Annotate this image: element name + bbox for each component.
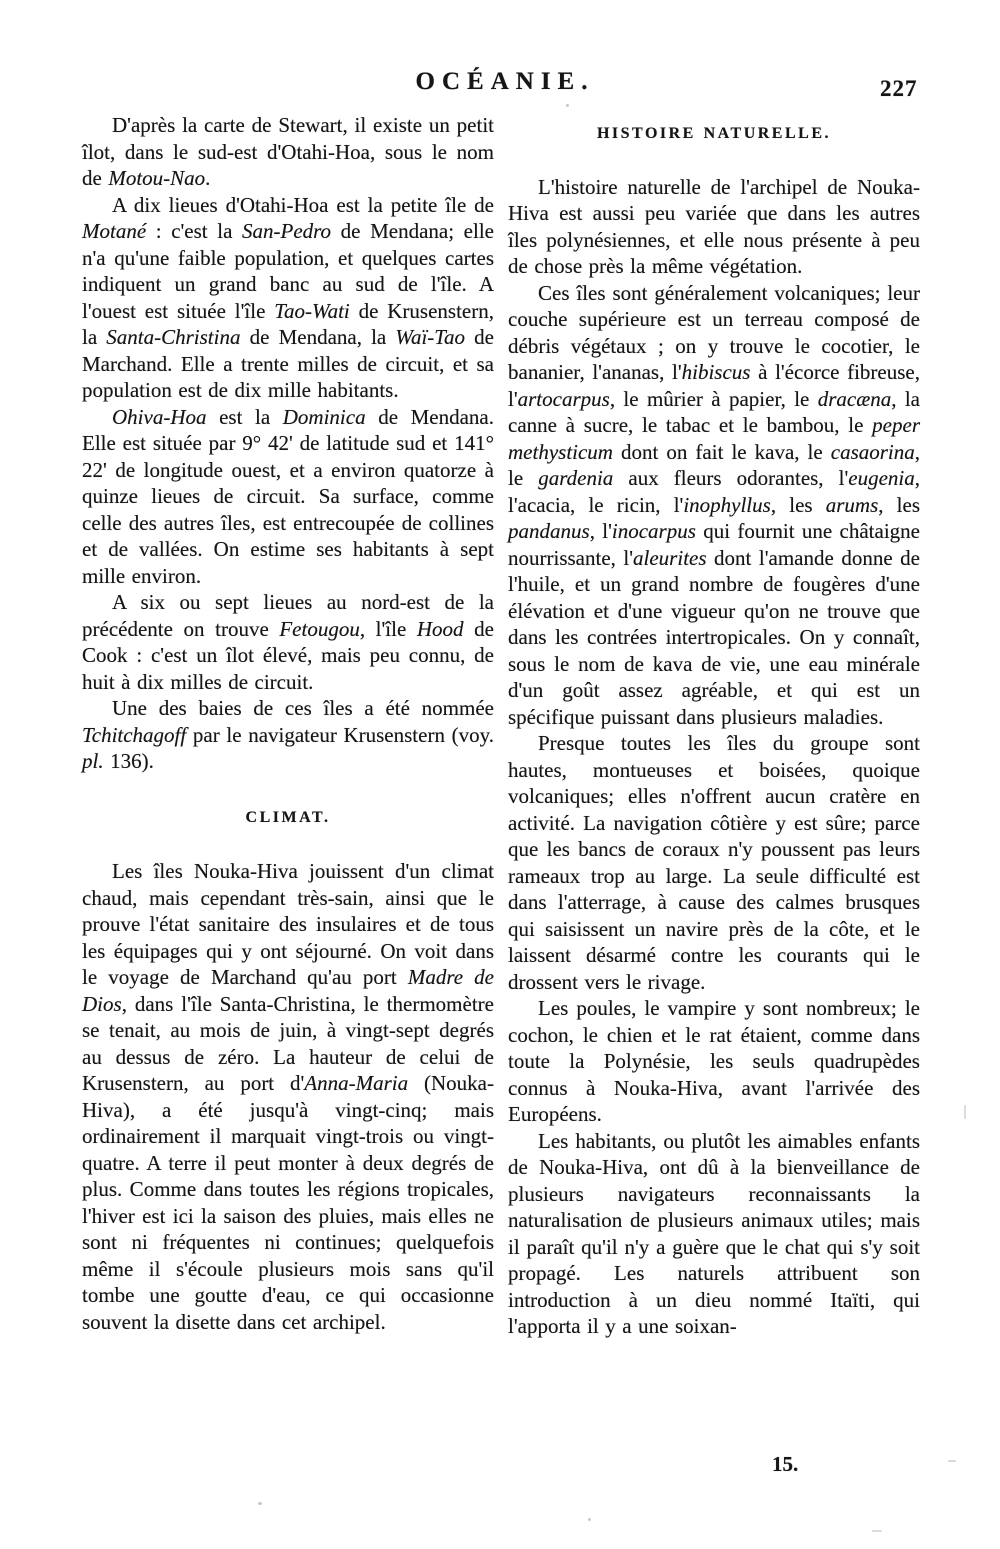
- text-run: de Mendana, la: [240, 325, 396, 349]
- text-run: Tchitchagoff: [82, 722, 187, 747]
- text-run: de Marchand. Elle a trente milles de circuit, et sa population est de dix mille habitants.: [82, 325, 494, 402]
- text-run: à l'écorce fibreuse, l': [508, 360, 920, 411]
- text-run: Presque toutes les îles du groupe sont hautes, montueuses et boisées, quoique volcaniques; elles n'offrent aucun cratère en activité. La navigation côtière y est sûre; parce que les bancs de coraux n'y poussent pas leurs rameaux trop au large. La seule difficulté est dans l'atterrage, à cause des calmes brusques qui saisissent un navire près de la côte, et le laissent désarmé contre les courants qui le drossent vers le rivage.: [508, 731, 920, 994]
- text-run: Dominica: [282, 404, 366, 429]
- paragraph-vegetation: [508, 280, 920, 731]
- paragraph-fetougou: [82, 589, 494, 695]
- text-run: .: [205, 166, 211, 190]
- paragraph-climat: [82, 858, 494, 1335]
- text-run: est la: [206, 404, 283, 429]
- text-run: dont l'amande donne de l'huile, et un grand nombre de fougères d'une élévation et d'une vigueur qu'on ne trouve que dans les contrées intertropicales. On y connaît, sous le nom de kava de vie, une eau minérale d'un goût assez agréable, et qui est un spécifique puissant dans plusieurs maladies.: [508, 545, 920, 729]
- text-run: Waï-Tao: [395, 325, 466, 349]
- text-run: aux fleurs odorantes, l': [613, 466, 849, 490]
- text-run: , les: [770, 492, 826, 517]
- text-run: inocarpus: [611, 519, 696, 543]
- text-run: par le navigateur Krusenstern (voy.: [186, 722, 494, 747]
- text-run: qui fournit une châtaigne nourrissante, l': [508, 519, 920, 570]
- text-run: eugenia: [848, 466, 915, 490]
- text-run: Fetougou: [279, 616, 360, 641]
- text-run: Une des baies de ces îles a été nommée: [112, 696, 494, 720]
- text-run: , l': [589, 519, 612, 543]
- signature-mark: 15.: [772, 1452, 799, 1476]
- text-run: , la canne à sucre, le tabac et le bambou, le: [508, 386, 921, 437]
- running-title: OCÉANIE.: [415, 68, 595, 95]
- text-columns: [82, 112, 920, 1340]
- paragraph-motane: [82, 192, 494, 404]
- text-run: Les habitants, ou plutôt les aimables enfants de Nouka-Hiva, ont dû à la bienveillance de plusieurs navigateurs reconnaissants la naturalisation de plusieurs animaux utiles; mais il paraît qu'il n'y a guère que le chat qui s'y soit propagé. Les naturels attribuent son introduction à un dieu nommé Itaïti, qui l'apporta il y a une soixan-: [508, 1128, 920, 1338]
- text-run: Ohiva-Hoa: [112, 404, 207, 429]
- text-run: casaorina: [830, 439, 915, 464]
- text-run: San-Pedro: [242, 219, 332, 243]
- scan-speck: [964, 1105, 966, 1119]
- paragraph-tchitchagoff: [82, 695, 494, 775]
- scan-speck: [566, 104, 569, 107]
- text-run: peper methysticum: [508, 413, 920, 464]
- paragraph-animaux: [508, 995, 920, 1128]
- text-run: , les: [878, 492, 920, 517]
- text-run: aleurites: [633, 545, 707, 570]
- scan-speck: [588, 1518, 591, 1521]
- text-run: Madre de Dios: [82, 965, 494, 1016]
- text-run: artocarpus: [517, 386, 610, 411]
- text-run: L'histoire naturelle de l'archipel de Nouka-Hiva est aussi peu variée que dans les autres îles polynésiennes, et elle nous présente à peu de chose près la même végétation.: [508, 174, 920, 278]
- text-run: Motou-Nao: [108, 166, 206, 190]
- text-run: pl.: [82, 749, 104, 773]
- text-run: , l'acacia, le ricin, l': [508, 466, 920, 517]
- text-run: inophyllus: [683, 492, 771, 517]
- text-run: dont on fait le kava, le: [612, 439, 831, 464]
- scan-speck: [948, 1460, 956, 1462]
- text-run: Motané: [82, 219, 147, 243]
- text-run: , dans l'île Santa-Christina, le thermomètre se tenait, au mois de juin, à vingt-sept degrés au dessus de zéro. La hauteur de celui de Krusenstern, au port d': [82, 991, 494, 1095]
- text-run: A dix lieues d'Otahi-Hoa est la petite île de: [112, 192, 494, 217]
- paragraph-histoire-intro: [508, 174, 920, 280]
- paragraph-habitants: [508, 1128, 920, 1340]
- text-run: de Mendana. Elle est située par 9° 42' de latitude sud et 141° 22' de longitude ouest, et a environ quatorze à quinze lieues de circuit. Sa surface, comme celle des autres îles, est entrecoupée de collines et de vallées. On estime ses habitants à sept mille environ.: [82, 404, 494, 588]
- text-run: Hood: [416, 616, 464, 641]
- text-run: 136).: [103, 749, 154, 773]
- paragraph-motou-nao: [82, 112, 494, 192]
- text-run: D'après la carte de Stewart, il existe un petit îlot, dans le sud-est d'Otahi-Hoa, sous le nom de: [82, 113, 494, 190]
- text-run: arums: [825, 492, 879, 517]
- section-heading-climat: CLIMAT.: [245, 808, 331, 826]
- text-run: gardenia: [538, 466, 614, 490]
- text-run: pandanus: [508, 519, 590, 543]
- text-run: dracæna: [817, 386, 892, 411]
- text-run: Anna-Maria: [304, 1071, 409, 1095]
- text-run: hibiscus: [681, 360, 751, 384]
- text-run: Les poules, le vampire y sont nombreux; le cochon, le chien et le rat étaient, comme dans toute la Polynésie, les seuls quadrupèdes connus à Nouka-Hiva, avant l'arrivée des Européens.: [508, 996, 920, 1126]
- section-heading-histoire-naturelle: HISTOIRE NATURELLE.: [596, 125, 831, 142]
- text-run: (Nouka-Hiva), a été jusqu'à vingt-cinq; mais ordinairement il marquait vingt-trois ou vingt-quatre. A terre il peut monter à deux degrés de plus. Comme dans toutes les régions tropicales, l'hiver est ici la saison des pluies, mais elles ne sont ni fréquentes ni continues; quelquefois même il s'écoule plusieurs mois sans qu'il tombe une goutte d'eau, ce qui occasionne souvent la disette dans cet archipel.: [82, 1071, 494, 1334]
- text-run: de Cook : c'est un îlot élevé, mais peu connu, de huit à dix milles de circuit.: [82, 616, 494, 694]
- page-number: 227: [880, 76, 918, 101]
- text-run: Ces îles sont généralement volcaniques; leur couche supérieure est un terreau composé de débris végétaux ; on y trouve le cocotier, le bananier, l'ananas, l': [508, 280, 920, 384]
- right-column: [508, 112, 920, 1340]
- scan-speck: [872, 1530, 882, 1532]
- text-run: , l'île: [359, 616, 417, 641]
- paragraph-navigation: [508, 730, 920, 995]
- text-run: Les îles Nouka-Hiva jouissent d'un climat chaud, mais cependant très-sain, ainsi que le prouve l'état sanitaire des insulaires et de tous les équipages qui y ont séjourné. On voit dans le voyage de Marchand qu'au port: [82, 859, 494, 989]
- left-column: [82, 112, 494, 1340]
- text-run: Santa-Christina: [106, 325, 241, 349]
- text-run: Tao-Wati: [274, 298, 350, 323]
- scan-speck: [258, 1502, 262, 1505]
- text-run: , le mûrier à papier, le: [609, 386, 818, 411]
- paragraph-ohiva-hoa: [82, 404, 494, 590]
- text-run: , le: [508, 439, 920, 490]
- text-run: de Mendana; elle n'a qu'une faible population, et quelques cartes indiquent un grand banc au sud de l'île. A l'ouest est située l'île: [82, 219, 494, 323]
- text-run: : c'est la: [146, 219, 243, 243]
- text-run: de Krusenstern, la: [82, 298, 494, 349]
- text-run: A six ou sept lieues au nord-est de la précédente on trouve: [82, 590, 494, 641]
